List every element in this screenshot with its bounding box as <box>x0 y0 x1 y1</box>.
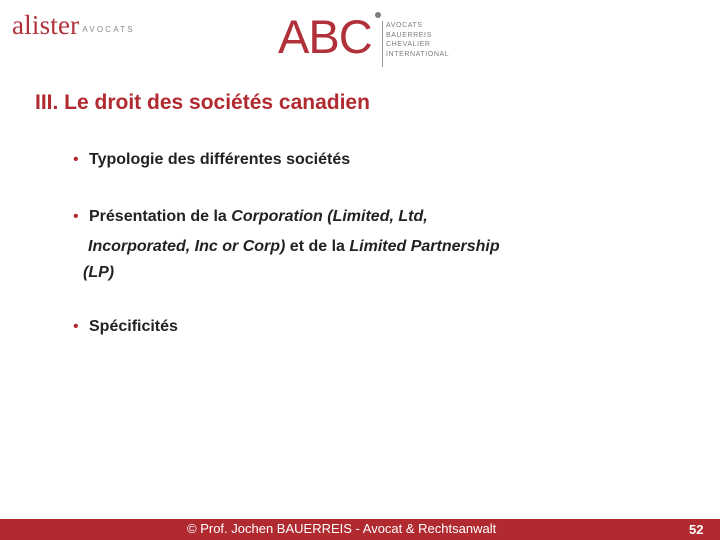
bullet-presentation <box>73 203 428 230</box>
bullet-text-part1: Présentation de la <box>89 208 232 225</box>
bullet-text-italic4: (LP) <box>83 264 115 281</box>
abci-logo-line: INTERNATIONAL <box>386 50 450 58</box>
abci-logo-i-dot <box>375 12 381 18</box>
abci-logo-line: BAUERREIS <box>386 31 432 39</box>
slide-title: III. Le droit des sociétés canadien <box>35 91 370 114</box>
alister-logo-sub: AVOCATS <box>82 25 135 34</box>
bullet-presentation-line3 <box>83 259 114 286</box>
page-number: 52 <box>689 522 704 537</box>
bullet-text: Typologie des différentes sociétés <box>89 151 351 168</box>
bullet-text-part2: et de la <box>285 238 350 255</box>
abci-logo-lines <box>386 21 449 59</box>
footer-text: © Prof. Jochen BAUERREIS - Avocat & Rechtsanwalt <box>187 521 497 536</box>
abci-logo-line: CHEVALIER <box>386 41 431 48</box>
footer-bar <box>0 519 720 540</box>
abci-logo-line: AVOCATS <box>386 22 423 29</box>
bullet-dot: • <box>73 318 79 335</box>
bullet-text-italic3: Limited Partnership <box>349 238 500 255</box>
alister-logo <box>12 10 135 41</box>
bullet-typologie <box>73 146 350 173</box>
abci-logo-divider <box>382 21 383 67</box>
bullet-dot: • <box>73 208 79 225</box>
bullet-dot: • <box>73 151 79 168</box>
bullet-text-italic1: Corporation (Limited, Ltd, <box>231 208 428 225</box>
bullet-text: Spécificités <box>89 318 178 335</box>
bullet-presentation-line2 <box>88 233 500 260</box>
abci-logo-word: ABC <box>278 10 372 63</box>
alister-logo-word: alister <box>12 10 80 40</box>
bullet-specificites <box>73 313 178 340</box>
bullet-text-italic2: Incorporated, Inc or Corp) <box>88 238 286 255</box>
